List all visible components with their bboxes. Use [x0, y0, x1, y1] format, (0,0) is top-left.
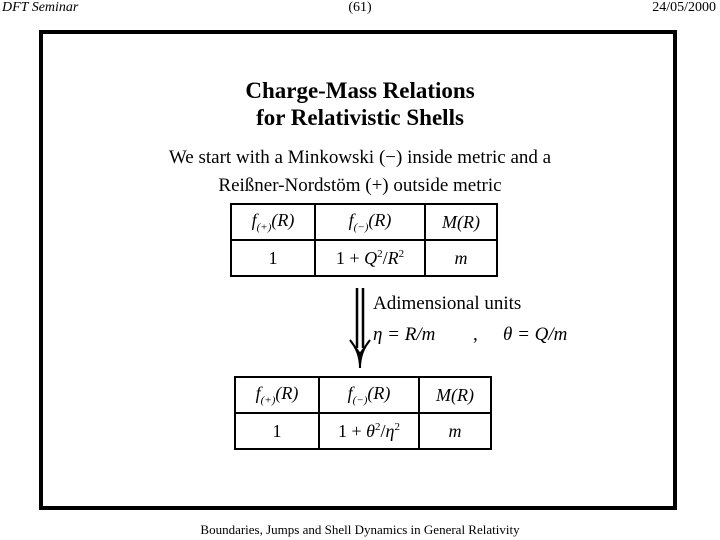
header-mass: M(R)	[419, 377, 491, 413]
header-f-minus: $f_{(-)}(R)$	[319, 377, 419, 413]
down-arrow-icon	[348, 288, 372, 368]
cell-mass-value: m	[419, 413, 491, 449]
cell-f-plus-value: 1	[231, 240, 315, 276]
header-f-minus: $f_{(-)}(R)$	[315, 204, 425, 240]
header-f-plus: $f_{(+)}(R)$	[235, 377, 319, 413]
slide-title-line-1: Charge-Mass Relations	[245, 78, 475, 103]
theta-equation: θ = Q/m	[503, 324, 568, 345]
cell-f-minus-value: $1 + Q^2/R^2$	[315, 240, 425, 276]
cell-f-plus-value: 1	[235, 413, 319, 449]
header-mass: M(R)	[425, 204, 497, 240]
seminar-name: DFT Seminar	[2, 0, 79, 15]
intro-text-line-1: We start with a Minkowski (−) inside metric and a	[168, 147, 552, 168]
footer-text: Boundaries, Jumps and Shell Dynamics in General Relativity	[200, 522, 520, 537]
equation-separator: ,	[473, 324, 478, 345]
metric-table-adimensional	[234, 376, 492, 450]
header-f-plus: $f_{(+)}(R)$	[231, 204, 315, 240]
slide-title-line-2: for Relativistic Shells	[256, 105, 464, 130]
units-label: Adimensional units	[373, 293, 522, 314]
eta-equation: η = R/m	[373, 324, 436, 345]
cell-f-minus-value: $1 + \theta^2/\eta^2$	[319, 413, 419, 449]
date: 24/05/2000	[652, 0, 716, 15]
page-number: (61)	[348, 0, 372, 15]
metric-table-original	[230, 203, 498, 277]
intro-text-line-2: Reißner-Nordstöm (+) outside metric	[218, 175, 502, 196]
cell-mass-value: m	[425, 240, 497, 276]
